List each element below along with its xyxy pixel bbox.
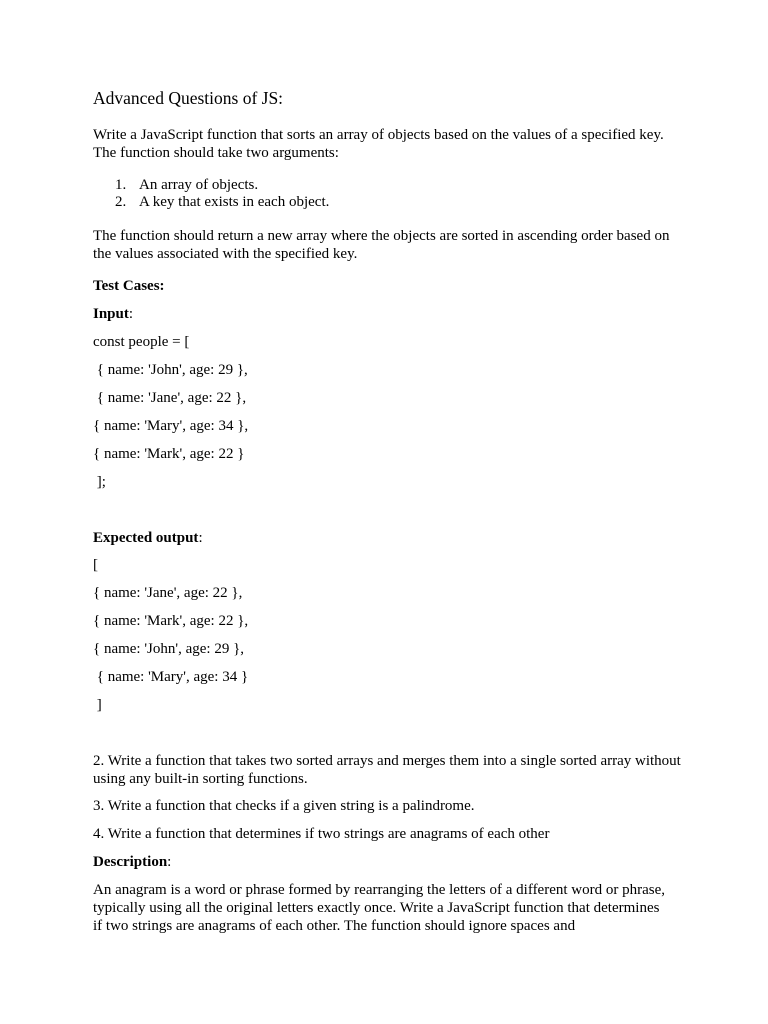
list-item-text: A key that exists in each object. — [139, 194, 330, 210]
arguments-list — [93, 176, 653, 210]
code-line: { name: 'Jane', age: 22 }, — [93, 390, 247, 406]
code-line: { name: 'Mark', age: 22 } — [93, 446, 245, 462]
description-label-line — [93, 853, 171, 871]
input-label-line — [93, 305, 133, 323]
question-3: 3. Write a function that checks if a given string is a palindrome. — [93, 798, 475, 814]
list-item-number: 2. — [115, 194, 127, 210]
description-label: Description — [93, 854, 168, 870]
code-line: const people = [ — [93, 334, 190, 350]
return-description: The function should return a new array where the objects are sorted in ascending order based on the values associated with the specified key. — [93, 228, 670, 262]
code-line: [ — [93, 557, 98, 573]
question-2: 2. Write a function that takes two sorted arrays and merges them into a single sorted array without using any built-in sorting functions. — [93, 753, 681, 787]
code-line: { name: 'Mary', age: 34 } — [93, 669, 249, 685]
list-item — [93, 176, 653, 193]
input-colon: : — [128, 306, 134, 322]
code-line: { name: 'John', age: 29 }, — [93, 362, 248, 378]
description-paragraph: An anagram is a word or phrase formed by rearranging the letters of a different word or phrase, typically using all the original letters exactly once. Write a JavaScript function that determines if two strings are anagrams of each other. The function should ignore spaces and — [93, 882, 666, 934]
description-colon: : — [167, 854, 172, 870]
test-cases-label: Test Cases: — [93, 278, 165, 294]
code-line: { name: 'Mark', age: 22 }, — [93, 613, 249, 629]
code-line: { name: 'John', age: 29 }, — [93, 641, 245, 657]
question-4: 4. Write a function that determines if two strings are anagrams of each other — [93, 826, 550, 842]
expected-label-line — [93, 529, 203, 547]
list-item-number: 1. — [115, 177, 127, 193]
list-item — [93, 193, 653, 210]
code-line: ] — [93, 697, 102, 713]
code-line: { name: 'Jane', age: 22 }, — [93, 585, 243, 601]
expected-output-label: Expected output — [93, 530, 199, 546]
expected-colon: : — [198, 530, 203, 546]
input-label: Input — [93, 306, 129, 322]
list-item-text: An array of objects. — [139, 177, 259, 193]
document-heading: Advanced Questions of JS: — [93, 88, 284, 108]
code-line: ]; — [93, 474, 106, 490]
code-line: { name: 'Mary', age: 34 }, — [93, 418, 249, 434]
intro-paragraph: Write a JavaScript function that sorts an array of objects based on the values of a specified key. The function should take two arguments: — [93, 127, 664, 161]
